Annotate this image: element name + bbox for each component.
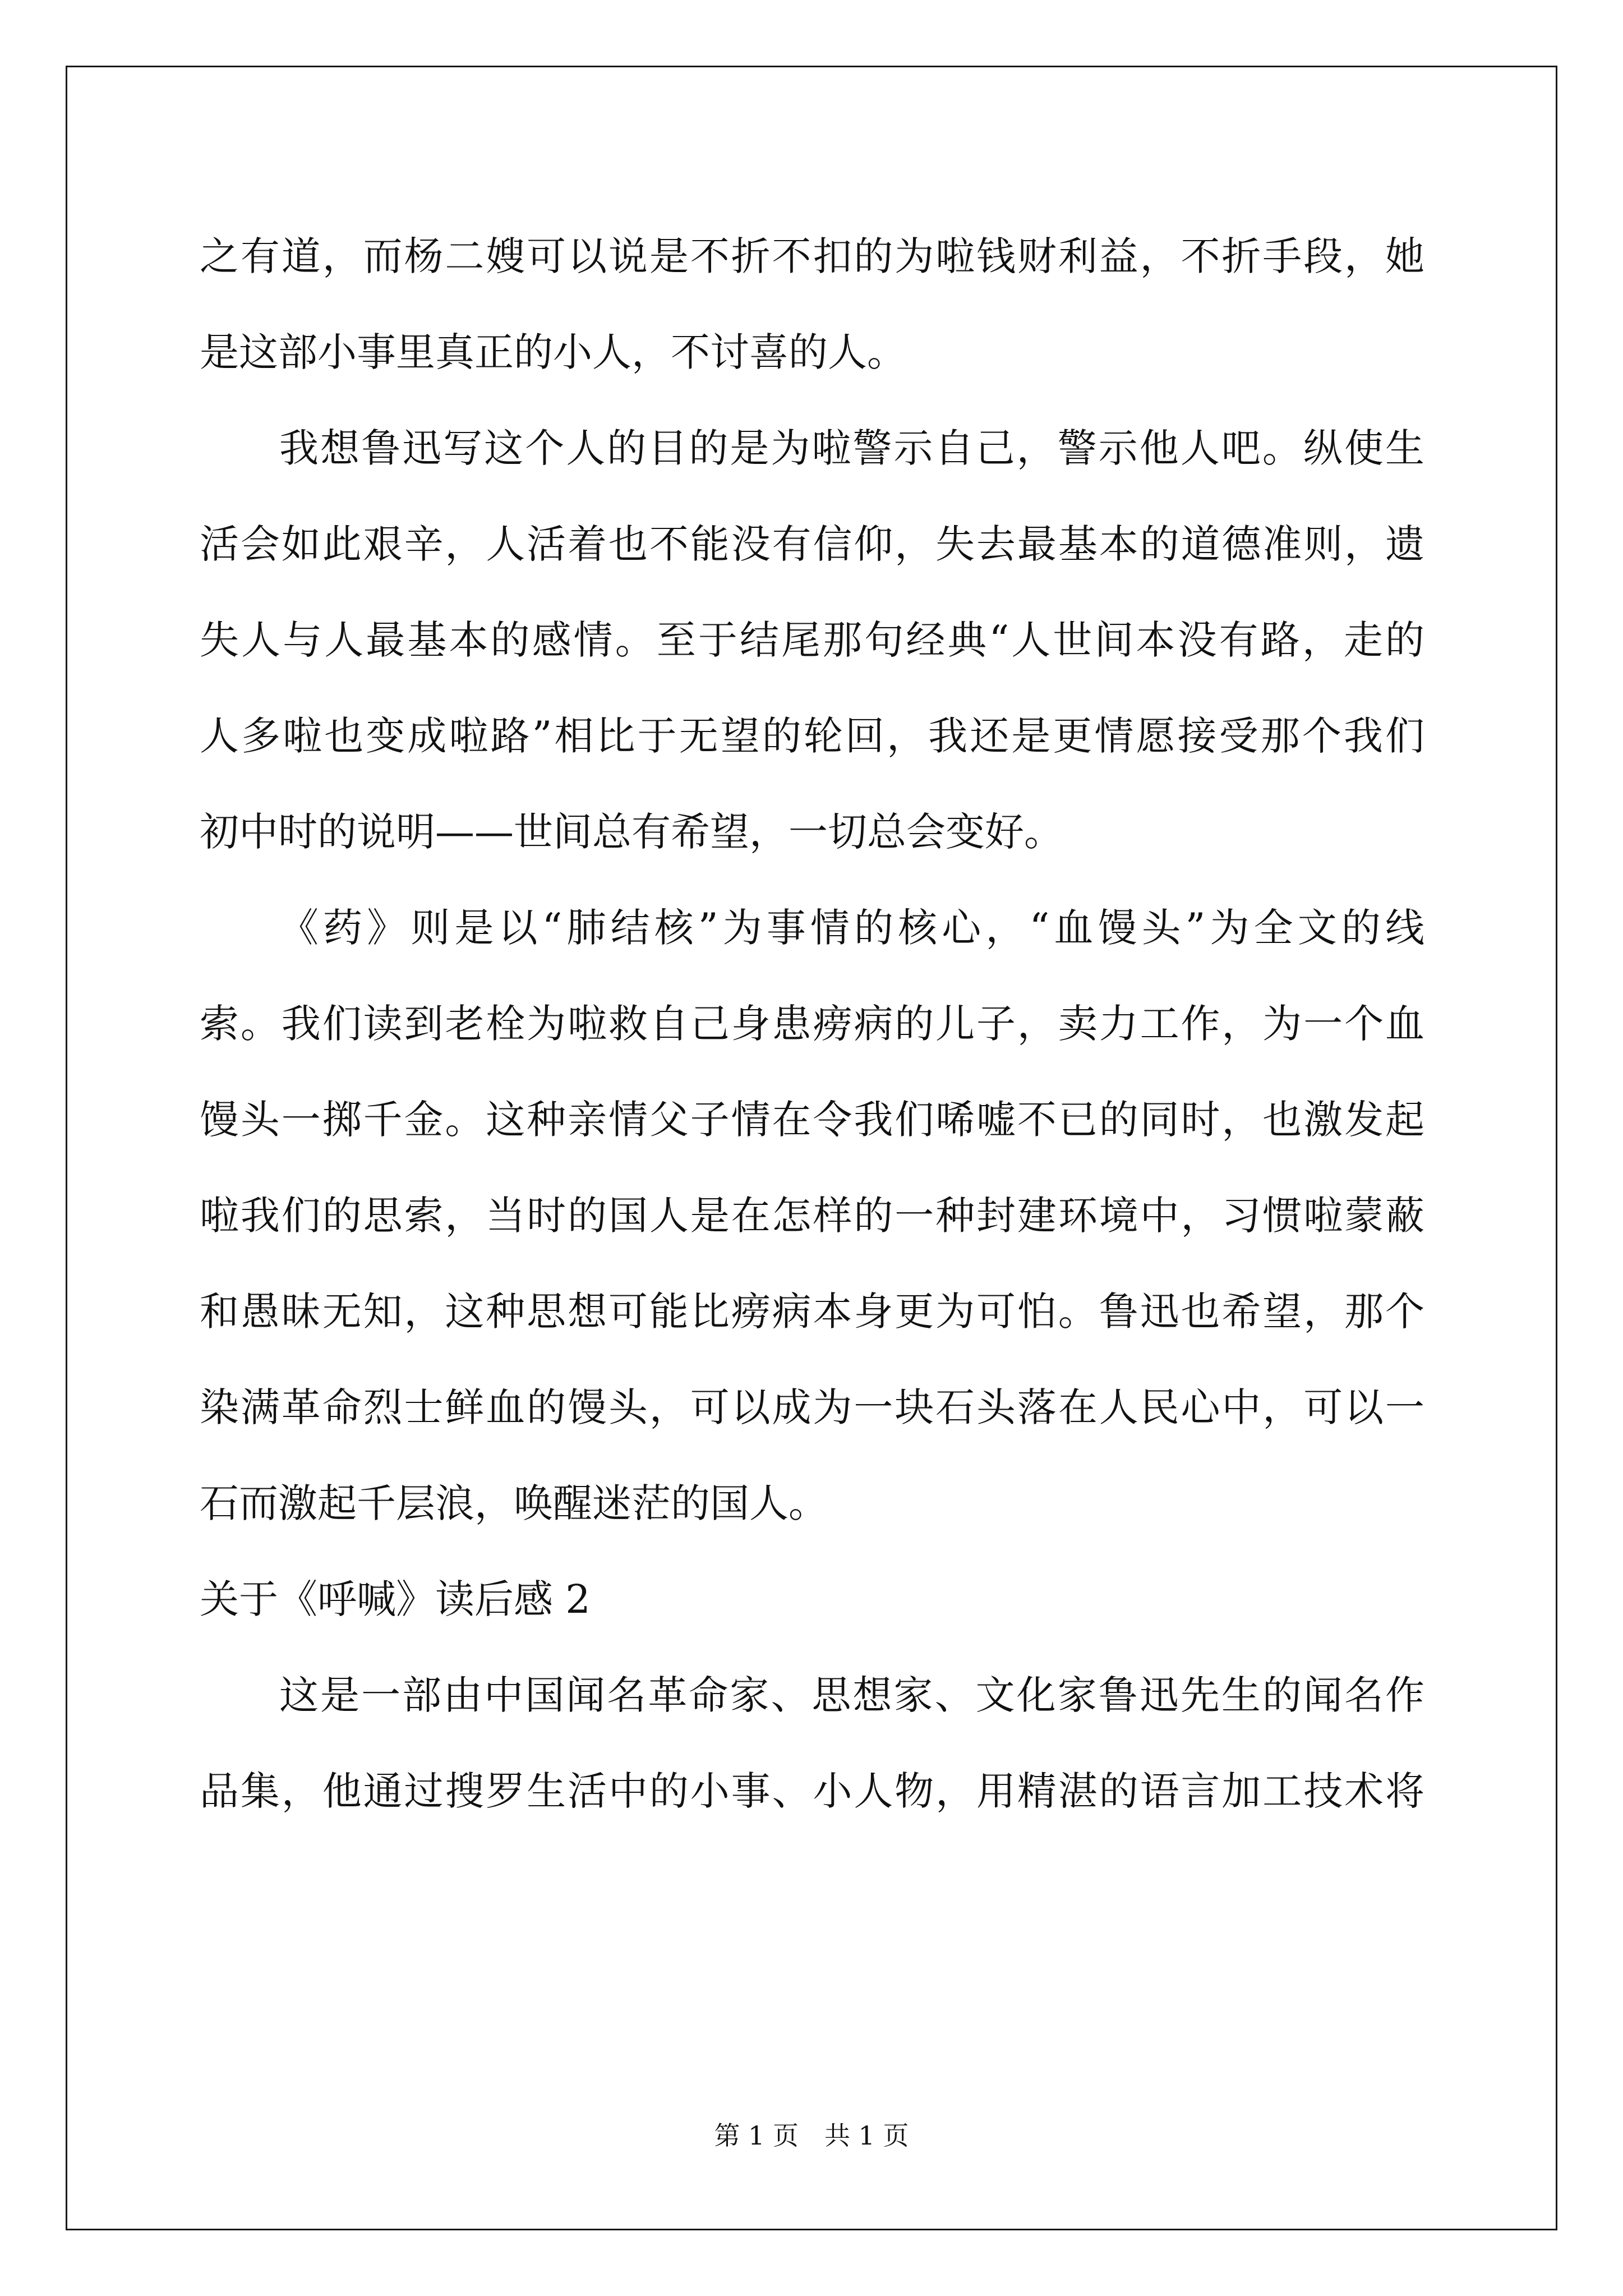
text-line: 之有道，而杨二嫂可以说是不折不扣的为啦钱财利益，不折手段，她 — [200, 233, 1424, 279]
document-body — [200, 209, 1424, 1839]
text-line: 染满革命烈士鲜血的馒头，可以成为一块石头落在人民心中，可以一 — [200, 1384, 1424, 1430]
text-line: 初中时的说明——世间总有希望，一切总会变好。 — [200, 809, 1063, 855]
text-line: 啦我们的思索，当时的国人是在怎样的一种封建环境中，习惯啦蒙蔽 — [200, 1193, 1424, 1239]
text-line: 是这部小事里真正的小人，不讨喜的人。 — [200, 329, 906, 375]
page-footer — [0, 2119, 1623, 2152]
text-line: 这是一部由中国闻名革命家、思想家、文化家鲁迅先生的闻名作 — [279, 1672, 1424, 1718]
text-line: 《药》则是以“肺结核”为事情的核心，“血馒头”为全文的线 — [279, 905, 1424, 951]
text-line: 馒头一掷千金。这种亲情父子情在令我们唏嘘不已的同时，也激发起 — [200, 1097, 1424, 1143]
text-line: 石而激起千层浪，唤醒迷茫的国人。 — [200, 1480, 828, 1526]
text-line: 我想鲁迅写这个人的目的是为啦警示自己，警示他人吧。纵使生 — [279, 425, 1424, 471]
page-total: 共 1 页 — [824, 2120, 909, 2151]
text-line: 人多啦也变成啦路”相比于无望的轮回，我还是更情愿接受那个我们 — [200, 713, 1424, 759]
section-heading: 关于《呼喊》读后感 2 — [200, 1576, 591, 1622]
text-line: 活会如此艰辛，人活着也不能没有信仰，失去最基本的道德准则，遗 — [200, 521, 1424, 567]
page-number: 第 1 页 — [714, 2120, 799, 2151]
text-line: 品集，他通过搜罗生活中的小事、小人物，用精湛的语言加工技术将 — [200, 1768, 1424, 1814]
text-line: 索。我们读到老栓为啦救自己身患痨病的儿子，卖力工作，为一个血 — [200, 1001, 1424, 1047]
text-line: 失人与人最基本的感情。至于结尾那句经典“人世间本没有路，走的 — [200, 617, 1424, 663]
text-line: 和愚昧无知，这种思想可能比痨病本身更为可怕。鲁迅也希望，那个 — [200, 1289, 1424, 1335]
